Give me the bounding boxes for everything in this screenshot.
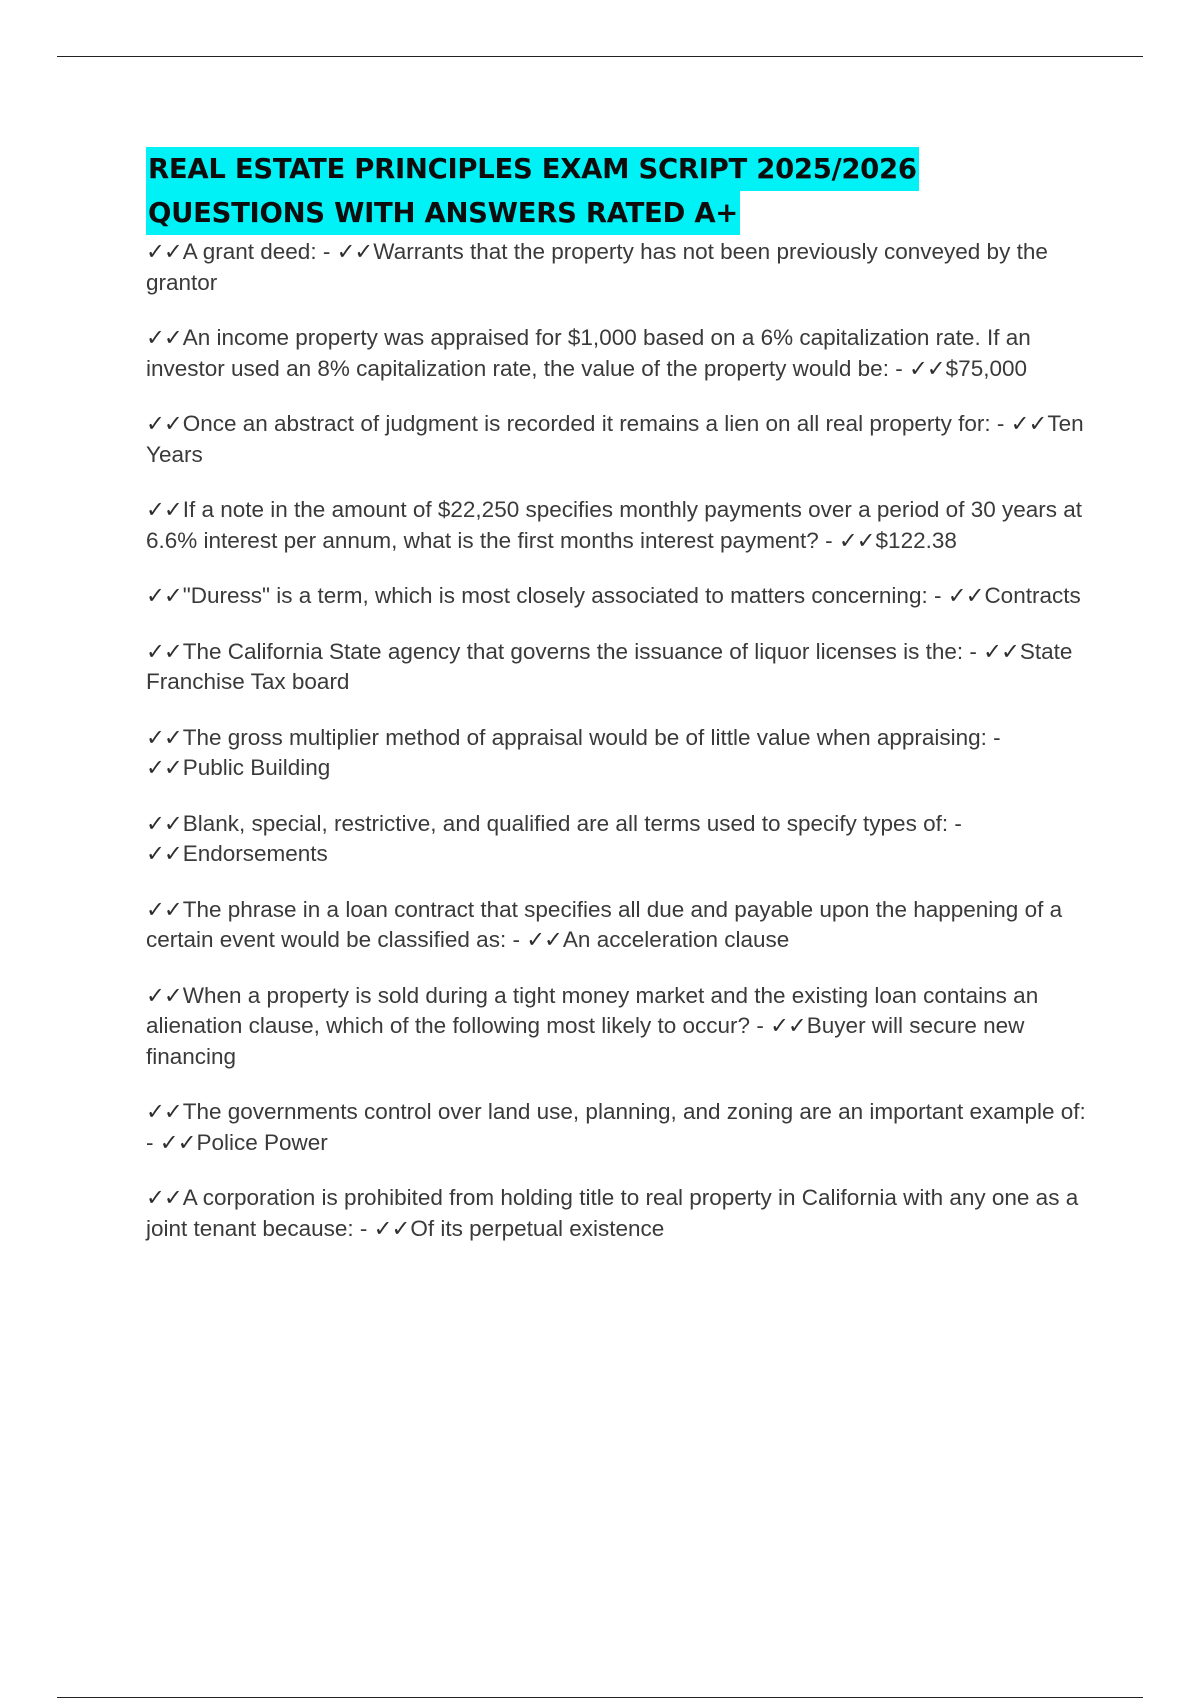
answer-check-icon: ✓✓ (770, 1013, 806, 1038)
answer-check-icon: ✓✓ (1010, 411, 1047, 436)
question-text: If a note in the amount of $22,250 specifies monthly payments over a period of 30 years at 6.6% interest per annum, what is the first months interest payment? (146, 497, 1083, 553)
answer-text: Warrants that the property has not been previously conveyed by the grantor (146, 239, 1048, 295)
question-check-icon: ✓✓ (146, 638, 182, 664)
qa-item (146, 895, 1086, 956)
answer-check-icon: ✓✓ (159, 1129, 196, 1155)
question-check-icon: ✓✓ (146, 583, 182, 608)
answer-check-icon: ✓✓ (947, 583, 984, 608)
question-text: The California State agency that governs the issuance of liquor licenses is the: (182, 638, 964, 664)
question-text: The governments control over land use, planning, and zoning are an important example of: (182, 1099, 1086, 1124)
qa-separator: - (353, 1215, 374, 1241)
qa-list (146, 237, 1093, 1244)
qa-separator: - (506, 927, 527, 952)
qa-separator: - (927, 583, 948, 608)
qa-item (146, 1183, 1086, 1244)
answer-text: Endorsements (182, 841, 328, 866)
question-check-icon: ✓✓ (146, 1099, 182, 1124)
question-text: A corporation is prohibited from holding title to real property in California with any one as a joint tenant because: (146, 1185, 1079, 1241)
answer-text: Police Power (196, 1129, 328, 1155)
answer-text: Public Building (182, 755, 331, 780)
footer-rule (57, 1697, 1143, 1698)
answer-text: Contracts (984, 583, 1081, 608)
qa-item (146, 981, 1086, 1073)
page-content (146, 147, 1093, 1269)
answer-text: $122.38 (875, 527, 957, 553)
qa-item (146, 409, 1086, 470)
qa-item (146, 237, 1086, 298)
qa-separator: - (146, 1099, 1093, 1155)
qa-item (146, 581, 1086, 612)
qa-item (146, 723, 1086, 784)
question-text: The phrase in a loan contract that specifies all due and payable upon the happening of a certain event would be classified as: (146, 896, 1063, 952)
question-check-icon: ✓✓ (146, 1185, 182, 1210)
question-check-icon: ✓✓ (146, 239, 182, 264)
answer-check-icon: ✓✓ (983, 638, 1019, 664)
question-check-icon: ✓✓ (146, 982, 182, 1008)
header-rule (57, 56, 1143, 57)
answer-text: State Franchise Tax board (146, 638, 1073, 694)
question-text: A grant deed: (182, 239, 317, 264)
question-check-icon: ✓✓ (146, 896, 182, 922)
qa-separator: - (963, 638, 984, 664)
qa-item (146, 637, 1086, 698)
answer-check-icon: ✓✓ (526, 927, 562, 952)
title-line-1: REAL ESTATE PRINCIPLES EXAM SCRIPT 2025/2026 (146, 147, 919, 191)
question-text: Blank, special, restrictive, and qualified are all terms used to specify types of: (182, 810, 949, 836)
answer-text: Of its perpetual existence (410, 1215, 665, 1241)
question-check-icon: ✓✓ (146, 325, 182, 350)
question-text: An income property was appraised for $1,000 based on a 6% capitalization rate. If an investor used an 8% capitalization rate, the value of the property would be: (146, 325, 1031, 381)
qa-item (146, 323, 1086, 384)
qa-separator: - (948, 810, 969, 836)
qa-separator: - (750, 1013, 771, 1038)
answer-check-icon: ✓✓ (838, 527, 875, 553)
question-text: The gross multiplier method of appraisal would be of little value when appraising: (182, 724, 987, 750)
question-check-icon: ✓✓ (146, 497, 182, 522)
qa-item (146, 495, 1086, 556)
qa-separator: - (888, 355, 909, 381)
answer-check-icon: ✓✓ (373, 1215, 410, 1241)
question-text: "Duress" is a term, which is most closely associated to matters concerning: (182, 583, 928, 608)
question-check-icon: ✓✓ (146, 724, 182, 750)
qa-separator: - (818, 527, 839, 553)
document-title (146, 147, 1086, 235)
answer-check-icon: ✓✓ (146, 755, 182, 780)
question-check-icon: ✓✓ (146, 810, 182, 836)
answer-check-icon: ✓✓ (336, 239, 373, 264)
answer-check-icon: ✓✓ (908, 355, 945, 381)
question-text: Once an abstract of judgment is recorded it remains a lien on all real property for: (182, 411, 991, 436)
answer-text: Buyer will secure new financing (146, 1013, 1025, 1069)
answer-text: Ten Years (146, 411, 1084, 467)
answer-text: $75,000 (945, 355, 1028, 381)
answer-text: An acceleration clause (562, 927, 790, 952)
qa-item (146, 809, 1086, 870)
title-line-2: QUESTIONS WITH ANSWERS RATED A+ (146, 191, 740, 235)
question-check-icon: ✓✓ (146, 411, 182, 436)
qa-separator: - (316, 239, 337, 264)
qa-item (146, 1097, 1093, 1158)
answer-check-icon: ✓✓ (146, 841, 182, 866)
question-text: When a property is sold during a tight money market and the existing loan contains an alienation clause, which of the following most likely to occur? (146, 982, 1039, 1038)
qa-separator: - (986, 724, 1007, 750)
qa-separator: - (990, 411, 1011, 436)
